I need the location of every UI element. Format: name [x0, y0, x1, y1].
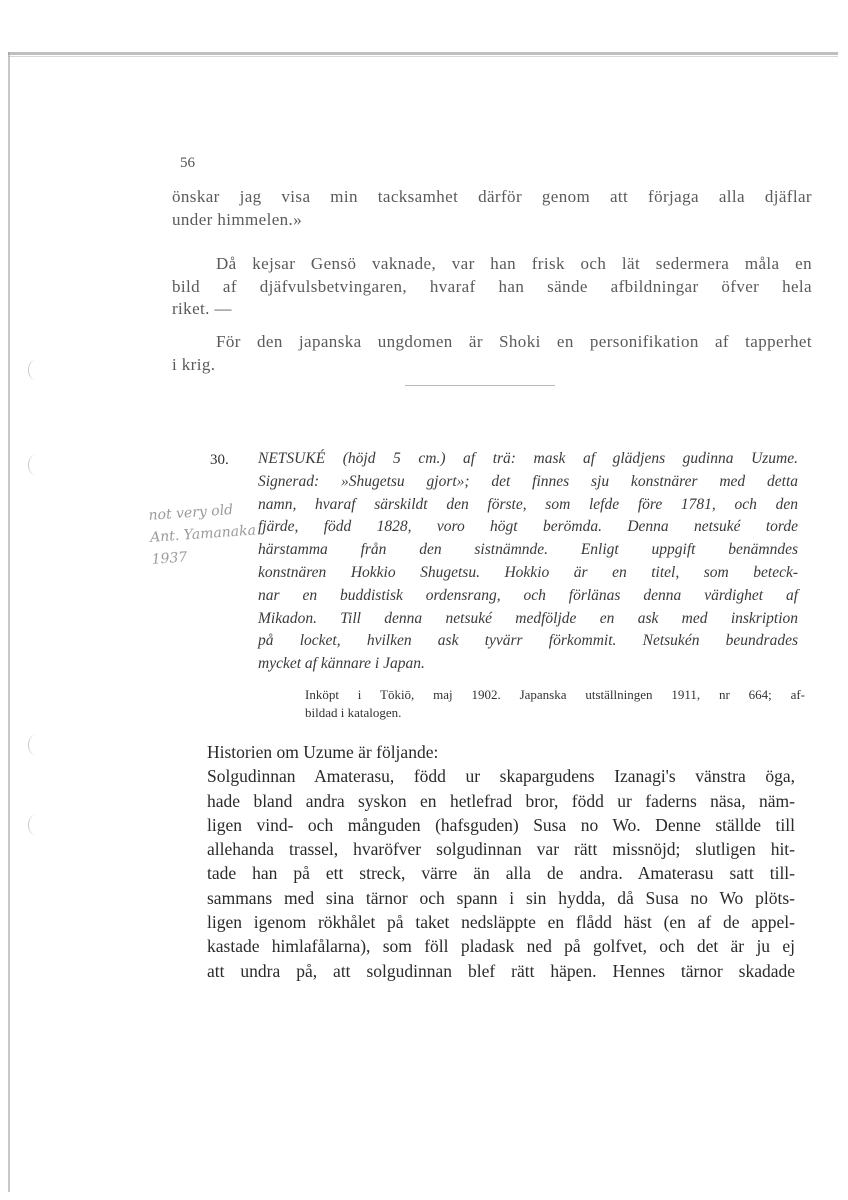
- text-line: önskar jag visa min tacksamhet därför genom att förjaga alla djäflar: [172, 187, 812, 206]
- page-number: 56: [180, 155, 195, 171]
- body-line: ligen vind- och månguden (hafsguden) Susa no Wo. Denne ställde till: [207, 814, 795, 835]
- body-line: ligen igenom rökhålet på taket nedsläppte en flådd häst (en af de appel-: [207, 912, 795, 933]
- scan-border-top: [8, 52, 838, 55]
- note-line: Inköpt i Tōkiō, maj 1902. Japanska utställningen 1911, nr 664; af-: [305, 687, 805, 702]
- entry-line: nar en buddistisk ordensrang, och förlänas denna värdighet af: [258, 586, 798, 604]
- body-line: Solgudinnan Amaterasu, född ur skapargudens Izanagi's vänstra öga,: [207, 766, 795, 787]
- body-line: kastade himlafålarna), som föll pladask ned på golfvet, och det är ju ej: [207, 936, 795, 957]
- paragraph-1: [172, 186, 812, 231]
- handwritten-line: not very old: [148, 502, 234, 524]
- entry-line: på locket, hvilken ask tyvärr förkommit. Netsukén beundrades: [258, 632, 798, 650]
- scan-border-left: [8, 52, 10, 1192]
- body-line: tade han på ett streck, värre än alla de andra. Amaterasu satt till-: [207, 863, 795, 884]
- body-heading: Historien om Uzume är följande:: [207, 742, 439, 762]
- body-line: allehanda trassel, hvaröfver solgudinnan var rätt missnöjd; slutligen hit-: [207, 839, 795, 860]
- text-line: För den japanska ungdomen är Shoki en personifikation af tapperhet: [216, 332, 812, 351]
- punch-hole-mark: [28, 360, 43, 380]
- text-line: riket. —: [172, 299, 232, 318]
- handwritten-annotation: [148, 495, 292, 571]
- entry-line: mycket af kännare i Japan.: [258, 655, 425, 673]
- punch-hole-mark: [28, 455, 43, 475]
- note-line: bildad i katalogen.: [305, 705, 402, 720]
- entry-line: namn, hvaraf särskildt den förste, som lefde före 1781, och den: [258, 495, 798, 513]
- entry-number: 30.: [210, 452, 229, 468]
- section-divider: [405, 385, 555, 386]
- acquisition-note: [305, 686, 805, 722]
- scan-border-top-inner: [8, 56, 838, 57]
- paragraph-3: [172, 331, 812, 376]
- text-line: bild af djäfvulsbetvingaren, hvaraf han sände afbildningar öfver hela: [172, 276, 812, 296]
- handwritten-line: 1937: [151, 549, 188, 568]
- entry-line: fjärde, född 1828, voro högt berömda. Denna netsuké torde: [258, 518, 798, 536]
- entry-line: NETSUKÉ (höjd 5 cm.) af trä: mask af glädjens gudinna Uzume.: [258, 450, 798, 467]
- body-text: [207, 740, 795, 983]
- entry-line: konstnären Hokkio Shugetsu. Hokkio är en titel, som beteck-: [258, 563, 798, 581]
- entry-line: härstamma från den sistnämnde. Enligt uppgift benämndes: [258, 541, 798, 559]
- body-line: hade bland andra syskon en hetlefrad bror, född ur faderns näsa, näm-: [207, 790, 795, 811]
- entry-line: Mikadon. Till denna netsuké medföljde en ask med inskription: [258, 609, 798, 627]
- handwritten-line: Ant. Yamanaka: [149, 522, 257, 546]
- text-line: under himmelen.»: [172, 209, 303, 229]
- text-line: i krig.: [172, 354, 216, 374]
- paragraph-2: [172, 253, 812, 321]
- body-line: att undra på, att solgudinnan blef rätt häpen. Hennes tärnor skadade: [207, 960, 795, 981]
- body-line: sammans med sina tärnor och spann i sin hydda, då Susa no Wo plöts-: [207, 887, 795, 908]
- catalog-entry: [258, 448, 798, 676]
- text-line: Då kejsar Gensö vaknade, var han frisk och lät sedermera måla en: [216, 254, 812, 273]
- entry-line: Signerad: »Shugetsu gjort»; det finnes sju konstnärer med detta: [258, 472, 798, 490]
- punch-hole-mark: [28, 735, 43, 755]
- punch-hole-mark: [28, 815, 43, 835]
